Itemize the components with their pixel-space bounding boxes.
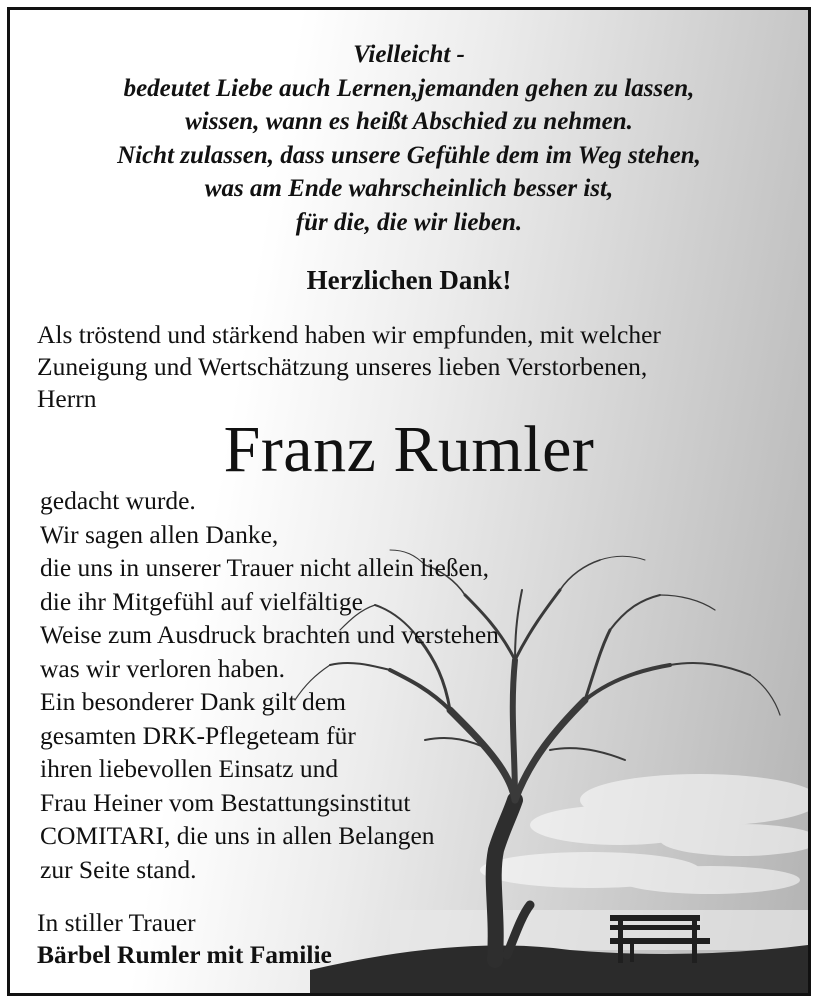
body-line: Weise zum Ausdruck brachten und verstehen xyxy=(40,620,499,649)
poem-line: wissen, wann es heißt Abschied zu nehmen. xyxy=(185,108,633,136)
body-line: Ein besonderer Dank gilt dem xyxy=(40,687,346,716)
body-line: ihren liebevollen Einsatz und xyxy=(40,754,339,783)
text-layer xyxy=(10,10,808,993)
poem-line: für die, die wir lieben. xyxy=(295,208,523,236)
intro-line: Zuneigung und Wertschätzung unseres lieben Verstorbenen, xyxy=(37,352,648,381)
body-line: Frau Heiner vom Bestattungsinstitut xyxy=(40,787,411,817)
signoff xyxy=(37,907,537,971)
body-line: die ihr Mitgefühl auf vielfältige xyxy=(40,586,363,616)
poem xyxy=(10,38,808,240)
body-line: Wir sagen allen Danke, xyxy=(40,519,279,549)
poem-line: Nicht zulassen, dass unsere Gefühle dem im Weg stehen, xyxy=(117,141,701,169)
poem-line: bedeutet Liebe auch Lernen,jemanden gehen zu lassen, xyxy=(123,74,695,102)
thanks-heading: Herzlichen Dank! xyxy=(306,265,512,295)
body-line: zur Seite stand. xyxy=(40,854,197,884)
deceased-name: Franz Rumler xyxy=(223,413,595,486)
body-line: die uns in unserer Trauer nicht allein ließen, xyxy=(40,553,489,582)
thanks-paragraph xyxy=(40,484,600,886)
obituary-card xyxy=(7,7,811,996)
poem-line: was am Ende wahrscheinlich besser ist, xyxy=(204,175,614,203)
body-line: gedacht wurde. xyxy=(40,486,196,515)
body-line: COMITARI, die uns in allen Belangen xyxy=(40,821,435,850)
signoff-family: Bärbel Rumler mit Familie xyxy=(37,940,332,969)
intro-line: Als tröstend und stärkend haben wir empfunden, mit welcher xyxy=(37,320,661,349)
body-line: was wir verloren haben. xyxy=(40,653,285,683)
intro-line: Herrn xyxy=(37,384,97,413)
poem-line: Vielleicht - xyxy=(353,41,465,68)
intro-paragraph xyxy=(37,319,797,415)
signoff-mourning: In stiller Trauer xyxy=(37,908,196,937)
body-line: gesamten DRK-Pflegeteam für xyxy=(40,720,356,750)
